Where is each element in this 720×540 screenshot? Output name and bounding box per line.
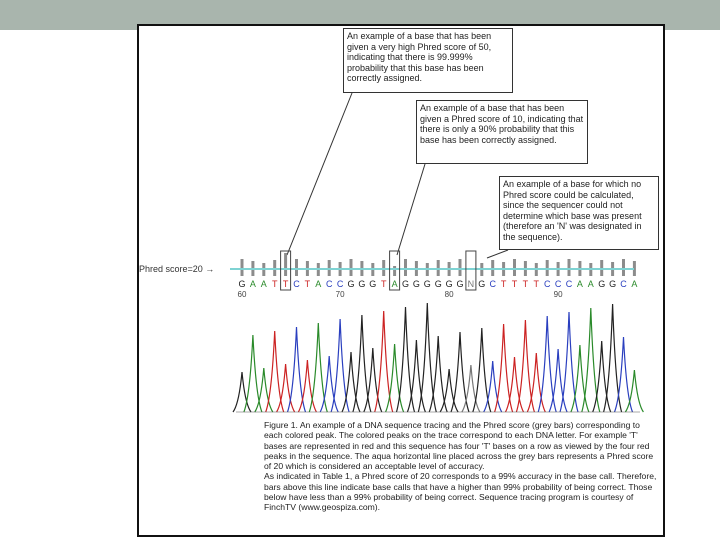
base-letter: C <box>336 279 344 289</box>
base-letter: G <box>478 279 486 289</box>
base-letter: T <box>522 279 529 289</box>
base-letter: T <box>304 279 311 289</box>
phred-score-label: Phred score=20 → <box>139 264 215 274</box>
base-letter: G <box>412 279 420 289</box>
base-letter: A <box>260 279 267 289</box>
callout-no-score: An example of a base for which no Phred score could be calculated, since the sequencer could not determine which base was present (therefore an 'N' was designated in the sequence). <box>499 176 659 250</box>
base-letter: G <box>347 279 355 289</box>
base-letter: A <box>587 279 594 289</box>
base-letter: C <box>293 279 300 289</box>
base-letter: C <box>489 279 496 289</box>
figure-caption <box>264 420 660 513</box>
base-letter: N <box>467 279 475 289</box>
base-letter: C <box>565 279 573 289</box>
base-letter: A <box>631 279 638 289</box>
base-letter: T <box>500 279 507 289</box>
base-letter: G <box>369 279 377 289</box>
base-letter: A <box>249 279 256 289</box>
base-letter: T <box>511 279 518 289</box>
base-letter: G <box>401 279 410 289</box>
phred-score-label-text: Phred score=20 <box>139 264 203 274</box>
base-letter: C <box>325 279 333 289</box>
caption-paragraph-2: As indicated in Table 1, a Phred score of 20 corresponds to a 99% accuracy in the base call. Therefore, bars above this line indicate base calls that have a higher than 99% probability of being correct. Those below have less than a 99% probability of being correct. Sequence tracing program is courtesy of FinchTV (www.geospiza.com). <box>264 471 657 513</box>
base-letter: G <box>598 279 606 289</box>
base-letter: A <box>315 279 322 289</box>
callout-high-score: An example of a base that has been given a very high Phred score of 50, indicating that there is 99.999% probability that this base has been correctly assigned. <box>343 28 513 93</box>
position-label: 70 <box>335 290 345 299</box>
position-label: 80 <box>444 290 454 299</box>
callout-low-score: An example of a base that has been given a Phred score of 10, indicating that there is only a 90% probability that this base has been correctly assigned. <box>416 100 588 164</box>
base-letter: T <box>380 279 387 289</box>
caption-paragraph-1: Figure 1. An example of a DNA sequence tracing and the Phred score (grey bars) corresponding to each colored peak. The colored peaks on the trace correspond to each DNA letter. For example 'T' bases are represented in red and this sequence has four 'T' bases on a row as viewed by the four red peaks in the sequence. The aqua horizontal line placed across the grey bars represents a Phred score of 20 which is considered an acceptable level of accuracy. <box>264 420 654 472</box>
base-letter: G <box>445 279 453 289</box>
base-letter: G <box>423 279 431 289</box>
base-letter: A <box>391 279 398 289</box>
base-letter: C <box>554 279 562 289</box>
base-letter: G <box>609 279 617 289</box>
base-letter: T <box>533 279 540 289</box>
base-letter: C <box>620 279 627 289</box>
base-letter: G <box>358 279 366 289</box>
position-label: 60 <box>237 290 247 299</box>
base-letter: C <box>543 279 551 289</box>
base-letter: T <box>271 279 278 289</box>
position-label: 90 <box>553 290 563 299</box>
base-letter: T <box>282 279 289 289</box>
base-letter: G <box>456 279 464 289</box>
base-letter: G <box>434 279 442 289</box>
base-letter: G <box>238 279 246 289</box>
base-letter: A <box>576 279 583 289</box>
